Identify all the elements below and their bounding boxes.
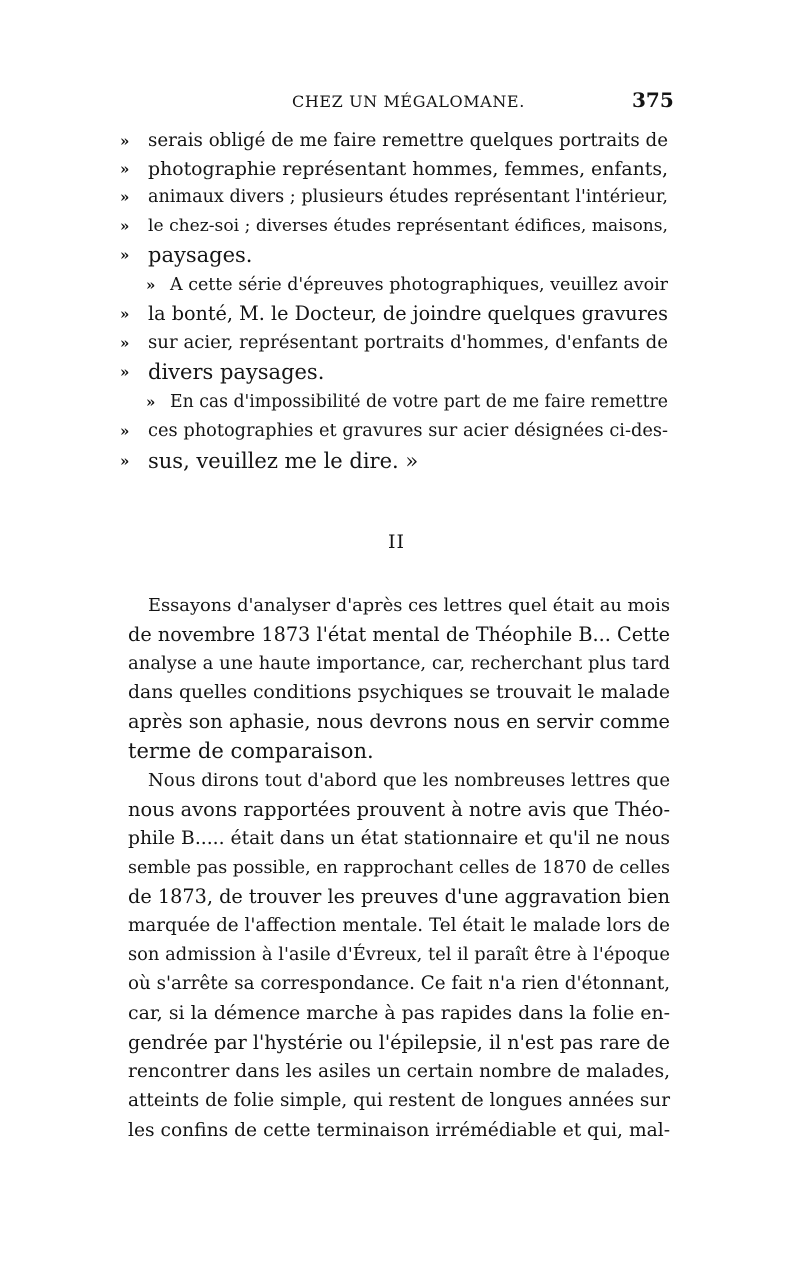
body-line-text: rencontrer dans les asiles un certain nombre de malades, (128, 1061, 670, 1082)
quote-mark: » (120, 305, 130, 323)
quote-line-text: animaux divers ; plusieurs études représentant l'intérieur, (148, 187, 668, 207)
body-line-text: gendrée par l'hystérie ou l'épilepsie, il n'est pas rare de (128, 1031, 670, 1054)
quote-line-text: A cette série d'épreuves photographiques, veuillez avoir (170, 275, 668, 295)
body-line-text: semble pas possible, en rapprochant celles de 1870 de celles (128, 858, 670, 878)
quote-mark: » (120, 188, 130, 206)
quote-line-text: divers paysages. (148, 360, 325, 384)
body-line-text: analyse a une haute importance, car, recherchant plus tard (128, 653, 670, 674)
body-line-text: dans quelles conditions psychiques se trouvait le malade (128, 682, 670, 703)
body-line-text: de 1873, de trouver les preuves d'une aggravation bien (128, 885, 670, 908)
body-line-text: où s'arrête sa correspondance. Ce fait n'a rien d'étonnant, (128, 973, 670, 994)
quote-mark: » (120, 217, 130, 235)
quote-mark: » (120, 422, 130, 440)
body-line-text: marquée de l'affection mentale. Tel était le malade lors de (128, 915, 670, 936)
body-line-text: phile B..... était dans un état stationnaire et qu'il ne nous (128, 828, 670, 849)
quote-line-text: sus, veuillez me le dire. » (148, 449, 419, 473)
quote-line-text: la bonté, M. le Docteur, de joindre quelques gravures (148, 302, 668, 325)
quote-line-text: ces photographies et gravures sur acier désignées ci-des- (148, 420, 668, 441)
body-line-text: après son aphasie, nous devrons nous en servir comme (128, 710, 670, 733)
quote-line-text: sur acier, représentant portraits d'hommes, d'enfants de (148, 332, 668, 353)
body-line-text: car, si la démence marche à pas rapides dans la folie en- (128, 1002, 670, 1024)
quote-mark: » (146, 393, 156, 411)
body-line-text: son admission à l'asile d'Évreux, tel il paraît être à l'époque (128, 944, 670, 965)
body-line-text: atteints de folie simple, qui restent de longues années sur (128, 1090, 670, 1111)
quote-mark: » (120, 246, 130, 264)
body-line-text: nous avons rapportées prouvent à notre avis que Théo- (128, 798, 670, 821)
quote-mark: » (120, 334, 130, 352)
running-title: CHEZ UN MÉGALOMANE. (292, 92, 525, 111)
quote-line-text: photographie représentant hommes, femmes, enfants, (148, 158, 668, 180)
quote-mark: » (146, 276, 156, 294)
body-line-text: les confins de cette terminaison irrémédiable et qui, mal- (128, 1120, 670, 1141)
quote-line-text: paysages. (148, 243, 253, 267)
quote-line-text: le chez-soi ; diverses études représentant édifices, maisons, (148, 216, 668, 236)
body-line-text: de novembre 1873 l'état mental de Théophile B... Cette (128, 623, 670, 646)
page-number: 375 (632, 88, 674, 112)
section-number: II (388, 531, 406, 553)
body-line-text: Essayons d'analyser d'après ces lettres quel était au mois (148, 595, 670, 616)
quote-mark: » (120, 132, 130, 150)
quote-line-text: En cas d'impossibilité de votre part de me faire remettre (170, 392, 668, 412)
quote-mark: » (120, 363, 130, 381)
quote-line-text: serais obligé de me faire remettre quelques portraits de (148, 130, 668, 151)
page-header (0, 88, 800, 122)
body-line-text: terme de comparaison. (128, 739, 374, 763)
body-line-text: Nous dirons tout d'abord que les nombreuses lettres que (148, 770, 670, 791)
quote-mark: » (120, 452, 130, 470)
quote-mark: » (120, 160, 130, 178)
